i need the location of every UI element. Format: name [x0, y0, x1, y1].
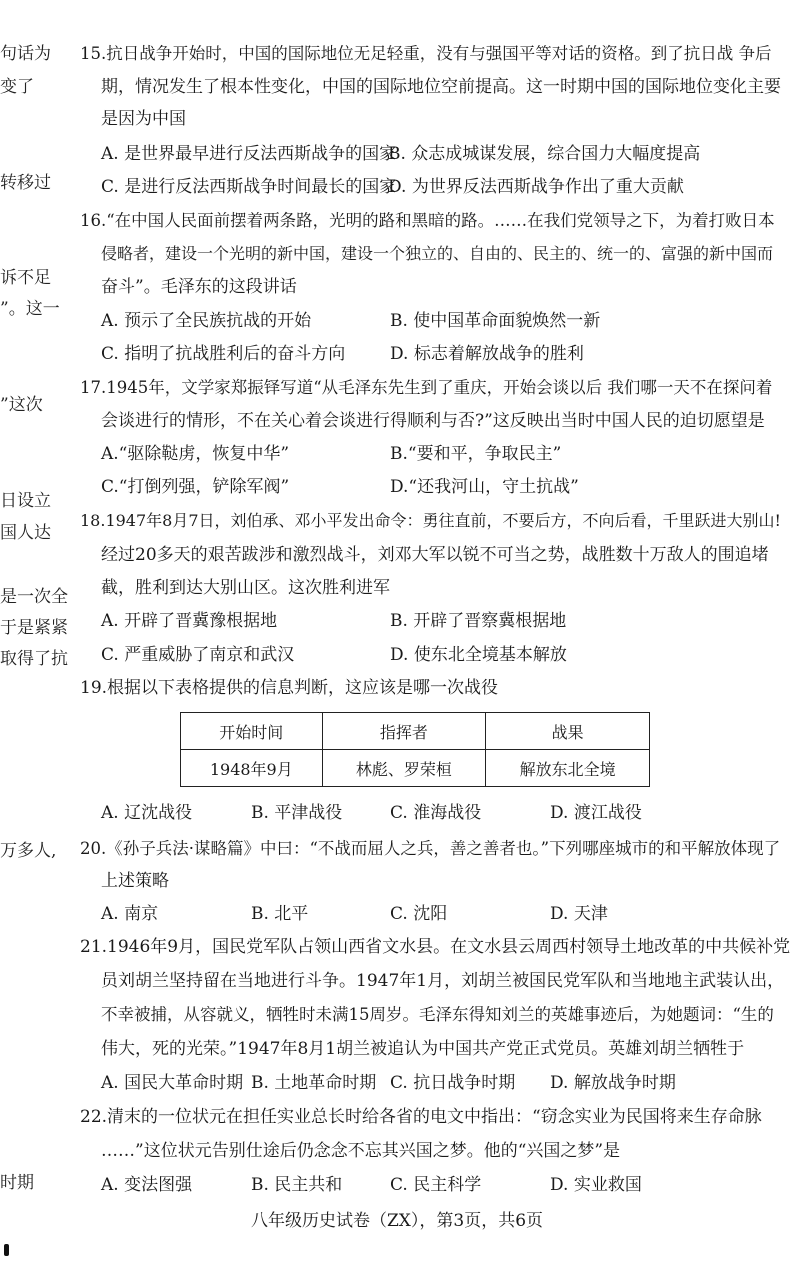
q21-stem-line-2: 员刘胡兰坚持留在当地进行斗争。1947年1月，刘胡兰被国民党军队和当地地主武装认出，: [101, 971, 785, 991]
q20-stem-line-1: 20.《孙子兵法·谋略篇》中曰：“不战而屈人之兵，善之善者也。”下列哪座城市的和平解放体现了: [80, 839, 781, 858]
page-footer: 八年级历史试卷（ZX），第3页，共6页: [250, 1211, 544, 1231]
q17-option-c: C.“打倒列强，铲除军阀”: [101, 477, 290, 497]
q16-option-c: C. 指明了抗战胜利后的奋斗方向: [101, 344, 346, 364]
q22-option-a: A. 变法图强: [101, 1175, 193, 1195]
q17-option-a: A.“驱除鞑虏，恢复中华”: [101, 444, 290, 464]
battle-info-table: [180, 712, 650, 787]
q19-option-d: D. 渡江战役: [550, 803, 642, 823]
q18-stem-line-2: 经过20多天的艰苦跋涉和激烈战斗，刘邓大军以锐不可当之势，战胜数十万敌人的围追堵: [101, 545, 769, 565]
q15-option-c: C. 是进行反法西斯战争时间最长的国家: [101, 177, 397, 197]
scan-mark: [4, 1244, 9, 1256]
q20-option-a: A. 南京: [101, 904, 159, 924]
q22-stem-line-2: ……”这位状元告别仕途后仍念念不忘其兴国之梦。他的“兴国之梦”是: [101, 1141, 621, 1161]
q19-option-c: C. 淮海战役: [390, 803, 482, 823]
q21-option-a: A. 国民大革命时期: [101, 1073, 244, 1093]
margin-fragment: 时期: [0, 1173, 34, 1193]
q21-option-d: D. 解放战争时期: [550, 1073, 676, 1093]
table-cell: 解放东北全境: [486, 750, 650, 787]
table-header-cell: 战果: [486, 713, 650, 750]
q22-option-b: B. 民主共和: [251, 1175, 343, 1195]
q21-stem-line-4: 伟大，死的光荣。”1947年8月1胡兰被追认为中国共产党正式党员。英雄刘胡兰牺牲于: [101, 1039, 745, 1059]
q16-option-d: D. 标志着解放战争的胜利: [390, 344, 584, 364]
table-row: [181, 750, 650, 787]
q20-stem-line-2: 上述策略: [101, 871, 169, 891]
margin-fragment: 诉不足: [0, 268, 51, 288]
margin-fragment: 转移过: [0, 173, 51, 193]
q20-option-b: B. 北平: [251, 904, 309, 924]
margin-fragment: 日设立: [0, 491, 51, 511]
q16-option-a: A. 预示了全民族抗战的开始: [101, 311, 312, 331]
q16-stem-line-1: 16.“在中国人民面前摆着两条路，光明的路和黑暗的路。……在我们党领导之下，为着打败日本: [80, 211, 775, 230]
q22-option-c: C. 民主科学: [390, 1175, 482, 1195]
margin-fragment: 变了: [0, 77, 34, 97]
table-cell: 1948年9月: [181, 750, 323, 787]
q19-stem-line-1: 19.根据以下表格提供的信息判断，这应该是哪一次战役: [80, 678, 499, 698]
margin-fragment: ”这次: [0, 395, 43, 415]
table-header-cell: 开始时间: [181, 713, 323, 750]
q20-option-c: C. 沈阳: [390, 904, 448, 924]
q17-stem-line-2: 会谈进行的情形，不在关心着会谈进行得顺利与否?”这反映出当时中国人民的迫切愿望是: [101, 411, 765, 431]
q15-option-a: A. 是世界最早进行反法西斯战争的国家: [101, 144, 397, 164]
q18-option-b: B. 开辟了晋察冀根据地: [390, 611, 567, 631]
q15-option-b: B. 众志成城谋发展，综合国力大幅度提高: [388, 144, 701, 164]
q17-option-b: B.“要和平，争取民主”: [390, 444, 562, 464]
q21-option-c: C. 抗日战争时期: [390, 1073, 516, 1093]
margin-fragment: ”。这一: [0, 299, 60, 319]
q18-option-d: D. 使东北全境基本解放: [390, 645, 567, 665]
q17-option-d: D.“还我河山，守土抗战”: [390, 477, 579, 497]
q22-stem-line-1: 22.清末的一位状元在担任实业总长时给各省的电文中指出：“窃念实业为民国将来生存命脉: [80, 1107, 762, 1127]
q20-option-d: D. 天津: [550, 904, 608, 924]
q15-stem-line-3: 是因为中国: [101, 109, 186, 129]
q21-stem-line-1: 21.1946年9月，国民党军队占领山西省文水县。在文水县云周西村领导土地改革的中共候补党: [80, 937, 791, 957]
q21-stem-line-3: 不幸被捕，从容就义，牺牲时未满15周岁。毛泽东得知刘兰的英雄事迹后，为她题词：“生的: [101, 1005, 774, 1024]
table-header-row: [181, 713, 650, 750]
margin-fragment: 国人达: [0, 523, 51, 543]
table-header-cell: 指挥者: [322, 713, 486, 750]
q22-option-d: D. 实业救国: [550, 1175, 642, 1195]
q21-option-b: B. 土地革命时期: [251, 1073, 377, 1093]
q15-stem-line-2: 期，情况发生了根本性变化，中国的国际地位空前提高。这一时期中国的国际地位变化主要: [101, 77, 781, 97]
q15-option-d: D. 为世界反法西斯战争作出了重大贡献: [388, 177, 684, 197]
margin-fragment: 取得了抗: [0, 649, 68, 669]
q19-option-b: B. 平津战役: [251, 803, 343, 823]
q16-option-b: B. 使中国革命面貌焕然一新: [390, 311, 601, 331]
q16-stem-line-2: 侵略者，建设一个光明的新中国，建设一个独立的、自由的、民主的、统一的、富强的新中国而: [101, 244, 774, 263]
margin-fragment: 句话为: [0, 44, 51, 64]
q19-option-a: A. 辽沈战役: [101, 803, 193, 823]
table-cell: 林彪、罗荣桓: [322, 750, 486, 787]
margin-fragment: 是一次全: [0, 587, 68, 607]
q18-option-a: A. 开辟了晋冀豫根据地: [101, 611, 278, 631]
q18-stem-line-1: 18.1947年8月7日，刘伯承、邓小平发出命令：勇往直前，不要后方，不向后看，千里跃进大别山!: [80, 511, 781, 530]
margin-fragment: 万多人,: [0, 841, 57, 861]
q18-option-c: C. 严重威胁了南京和武汉: [101, 645, 295, 665]
q18-stem-line-3: 截，胜利到达大别山区。这次胜利进军: [101, 578, 390, 598]
margin-fragment: 于是紧紧: [0, 618, 68, 638]
q16-stem-line-3: 奋斗”。毛泽东的这段讲话: [101, 277, 297, 297]
q17-stem-line-1: 17.1945年，文学家郑振铎写道“从毛泽东先生到了重庆，开始会谈以后 我们哪一天不在探问着: [80, 378, 773, 397]
q15-stem-line-1: 15.抗日战争开始时，中国的国际地位无足轻重，没有与强国平等对话的资格。到了抗日战 争后: [80, 44, 772, 63]
